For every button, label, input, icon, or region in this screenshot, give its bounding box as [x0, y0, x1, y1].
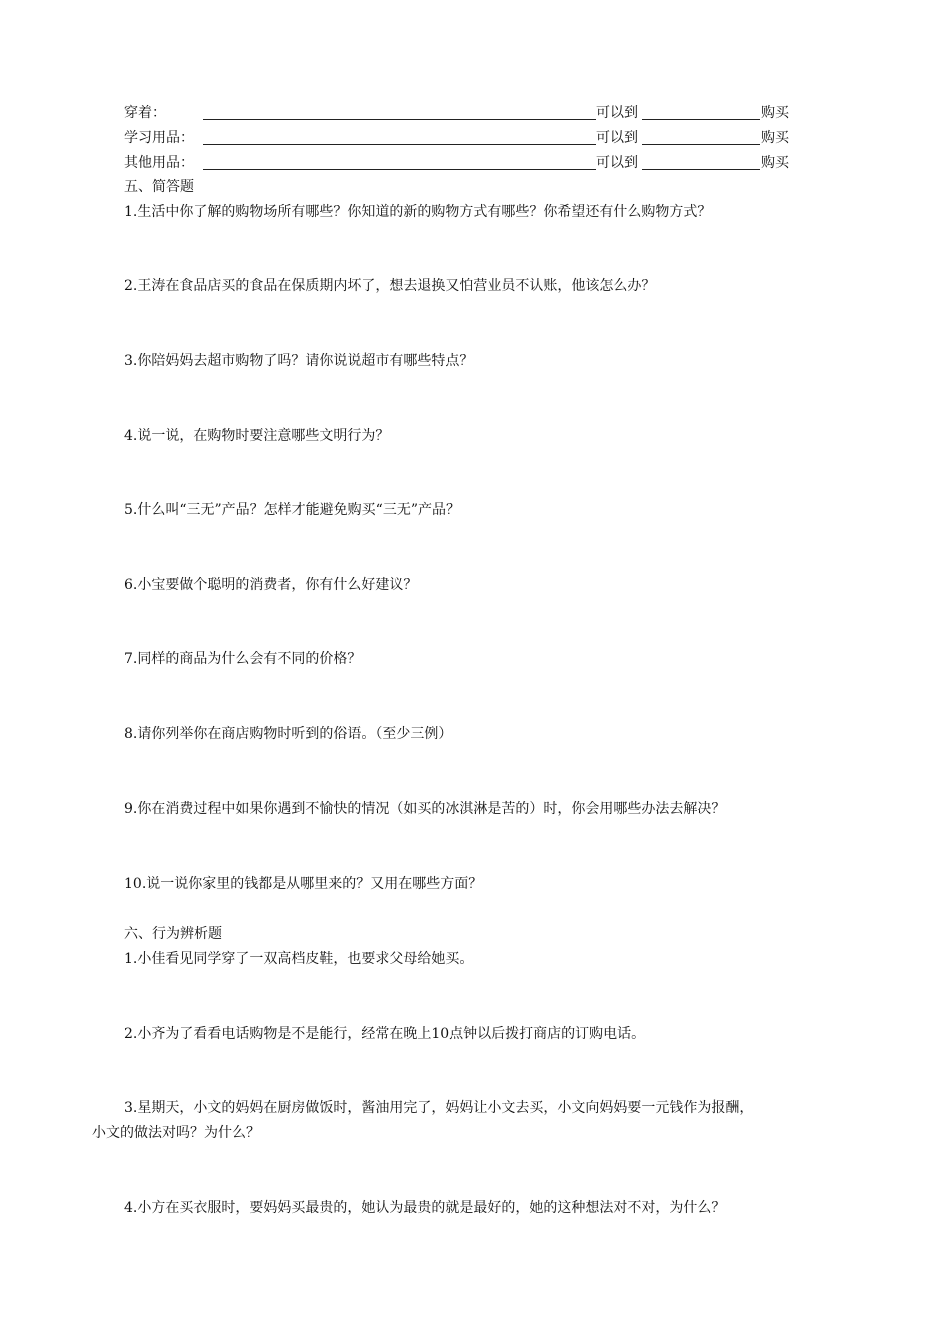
question-2: 2.王涛在食品店买的食品在保质期内坏了，想去退换又怕营业员不认账，他该怎么办？: [124, 278, 656, 294]
behavior-item-3-continued: 小文的做法对吗？为什么？: [92, 1125, 260, 1141]
fill-row-other-supplies: [124, 154, 804, 174]
question-3: 3.你陪妈妈去超市购物了吗？请你说说超市有哪些特点？: [124, 353, 474, 369]
question-5: 5.什么叫“三无”产品？怎样才能避免购买“三无”产品？: [124, 502, 460, 518]
answer-blank[interactable]: [203, 169, 596, 170]
behavior-item-1: 1.小佳看见同学穿了一双高档皮鞋，也要求父母给她买。: [124, 951, 474, 967]
question-1: 1.生活中你了解的购物场所有哪些？你知道的新的购物方式有哪些？你希望还有什么购物方式？: [124, 204, 712, 220]
question-10: 10.说一说你家里的钱都是从哪里来的？又用在哪些方面？: [124, 876, 483, 892]
answer-blank[interactable]: [203, 144, 596, 145]
question-7: 7.同样的商品为什么会有不同的价格？: [124, 651, 362, 667]
place-blank[interactable]: [642, 169, 760, 170]
behavior-item-2: 2.小齐为了看看电话购物是不是能行，经常在晚上10点钟以后拨打商店的订购电话。: [124, 1026, 646, 1042]
answer-blank[interactable]: [203, 119, 596, 120]
fill-row-study-supplies: [124, 129, 804, 149]
question-6: 6.小宝要做个聪明的消费者，你有什么好建议？: [124, 577, 418, 593]
fill-row-middle: 可以到: [596, 130, 638, 146]
fill-row-end: 购买: [761, 130, 789, 146]
fill-row-end: 购买: [761, 105, 789, 121]
place-blank[interactable]: [642, 144, 760, 145]
behavior-item-4: 4.小方在买衣服时，要妈妈买最贵的，她认为最贵的就是最好的，她的这种想法对不对，为什么？: [124, 1200, 726, 1216]
section-heading-behavior-analysis: 六、行为辨析题: [124, 926, 222, 942]
section-heading-short-answer: 五、简答题: [124, 179, 194, 195]
fill-row-middle: 可以到: [596, 105, 638, 121]
question-4: 4.说一说，在购物时要注意哪些文明行为？: [124, 428, 390, 444]
fill-row-end: 购买: [761, 155, 789, 171]
fill-row-label: 其他用品：: [124, 155, 194, 171]
behavior-item-3: 3.星期天，小文的妈妈在厨房做饭时，酱油用完了，妈妈让小文去买，小文向妈妈要一元钱作为报酬，: [124, 1100, 754, 1116]
question-8: 8.请你列举你在商店购物时听到的俗语。（至少三例）: [124, 726, 453, 742]
question-9: 9.你在消费过程中如果你遇到不愉快的情况（如买的冰淇淋是苦的）时，你会用哪些办法去解决？: [124, 801, 726, 817]
fill-row-middle: 可以到: [596, 155, 638, 171]
place-blank[interactable]: [642, 119, 760, 120]
fill-row-label: 学习用品：: [124, 130, 194, 146]
fill-row-clothing: [124, 104, 804, 124]
fill-row-label: 穿着：: [124, 105, 166, 121]
